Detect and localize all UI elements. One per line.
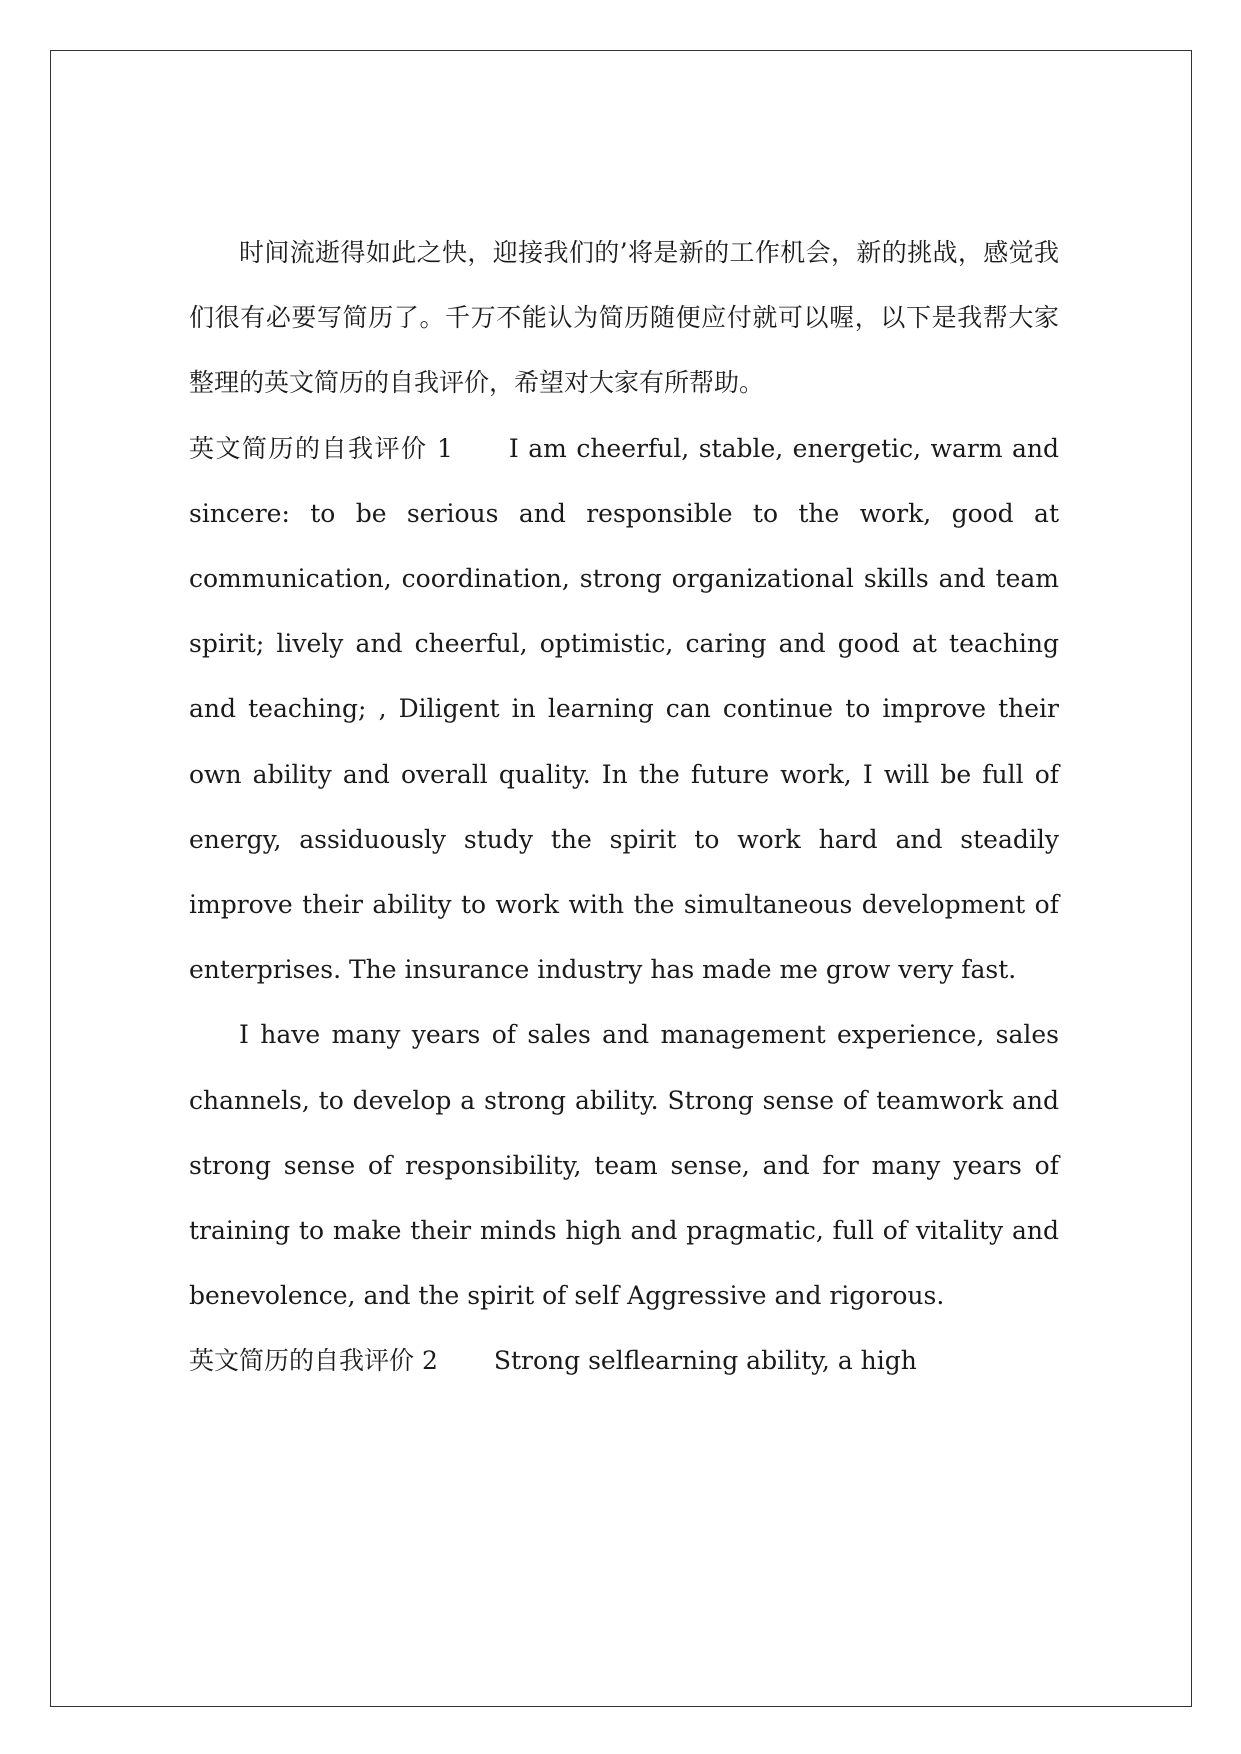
intro-paragraph: 时间流逝得如此之快，迎接我们的’将是新的工作机会，新的挑战，感觉我们很有必要写简历了。千万不能认为简历随便应付就可以喔，以下是我帮大家整理的英文简历的自我评价，希望对大家有所帮助。 <box>189 238 1059 398</box>
section-1 <box>189 416 1059 1003</box>
section-1-heading: 英文简历的自我评价 1 <box>189 433 453 463</box>
section-2-text: Strong selflearning ability, a high <box>493 1346 917 1376</box>
section-2 <box>189 1328 1059 1393</box>
section-2-heading: 英文简历的自我评价 2 <box>189 1346 438 1376</box>
document-body <box>189 220 1059 1394</box>
section-1-text: I am cheerful, stable, energetic, warm and sincere: to be serious and responsible to the work, good at communication, coordination, strong organizational skills and team spirit; lively and cheerful, optimistic, caring and good at teaching and teaching; , Diligent in learning can continue to improve their own ability and overall quality. In the future work, I will be full of energy, assiduously study the spirit to work hard and steadily improve their ability to work with the simultaneous development of enterprises. The insurance industry has made me grow very fast. <box>189 433 1059 985</box>
section-1-paragraph-2: I have many years of sales and management experience, sales channels, to develop a strong ability. Strong sense of teamwork and strong sense of responsibility, team sense, and for many years of training to make their minds high and pragmatic, full of vitality and benevolence, and the spirit of self Aggressive and rigorous. <box>189 1020 1059 1311</box>
